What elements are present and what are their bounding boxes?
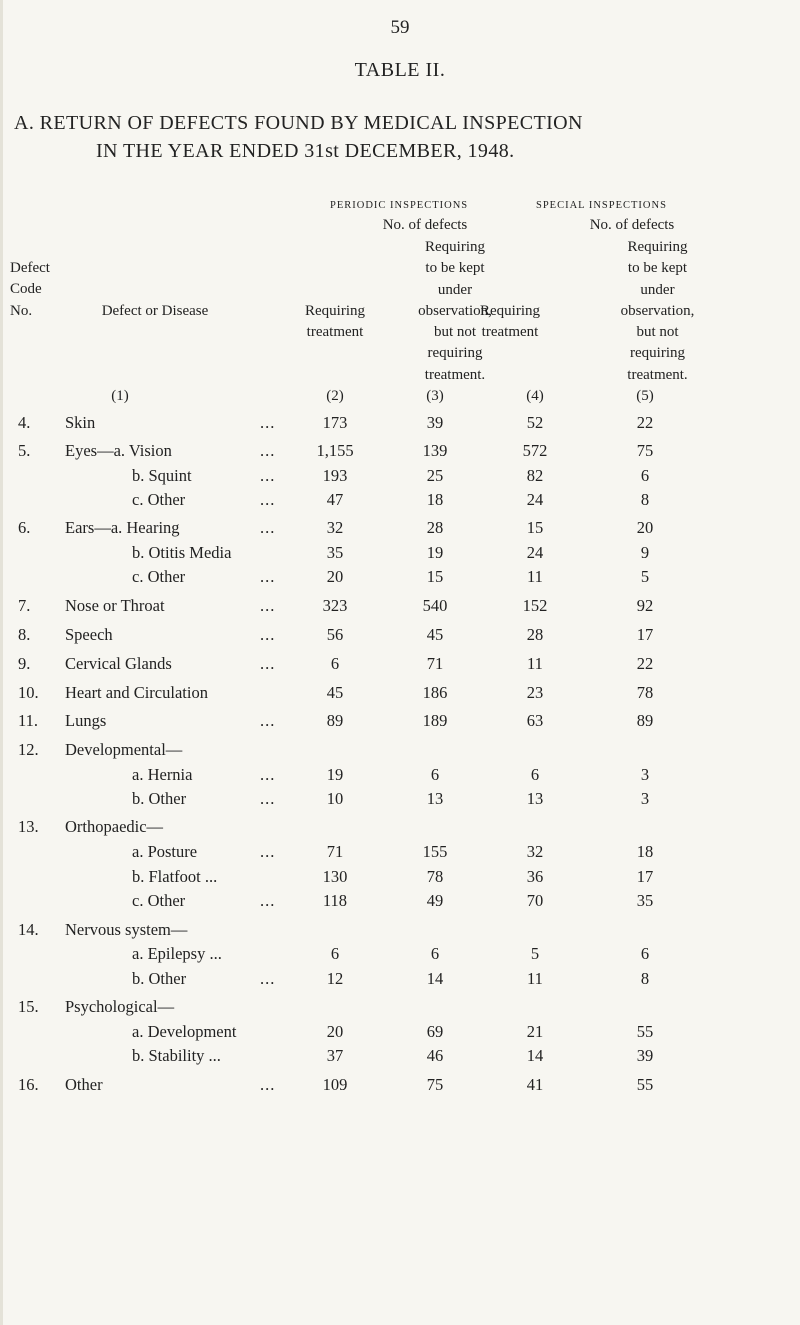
special-treatment-value: 5 <box>530 944 540 963</box>
defect-label: Other <box>65 1075 103 1094</box>
periodic-observation-value: 45 <box>426 625 444 644</box>
special-treatment-value: 11 <box>527 969 543 988</box>
periodic-observation-value: 78 <box>426 867 444 886</box>
defect-label: Orthopaedic— <box>65 817 164 836</box>
periodic-treatment-value: 37 <box>326 1046 344 1065</box>
defect-code: 5. <box>18 441 31 460</box>
defect-label: b. Other <box>132 789 187 808</box>
defect-label: a. Epilepsy ... <box>132 944 222 963</box>
special-observation-value: 8 <box>640 490 650 509</box>
leader-dots: ... <box>260 789 276 808</box>
heading-line-2: IN THE YEAR ENDED 31st DECEMBER, 1948. <box>96 140 515 162</box>
periodic-treatment-value: 56 <box>326 625 344 644</box>
periodic-treatment-value: 193 <box>322 466 348 485</box>
table-row <box>0 518 800 542</box>
defect-code-line: Code <box>10 281 42 298</box>
leader-dots: ... <box>260 441 276 460</box>
leader-dots: ... <box>260 891 276 910</box>
defect-label: b. Other <box>132 969 187 988</box>
special-observation-value: 6 <box>640 466 650 485</box>
defect-label: b. Flatfoot ... <box>132 867 218 886</box>
table-row <box>0 625 800 649</box>
special-treatment-value: 21 <box>526 1022 544 1041</box>
periodic-treatment-value: 12 <box>326 969 344 988</box>
obs-line: requiring <box>427 345 483 362</box>
table-row <box>0 920 800 944</box>
table-row <box>0 765 800 789</box>
leader-dots: ... <box>260 969 276 988</box>
special-treatment-value: 63 <box>526 711 544 730</box>
periodic-treatment-value: 109 <box>322 1075 348 1094</box>
table-row <box>0 789 800 813</box>
defect-label: Eyes—a. Vision <box>65 441 172 460</box>
special-observation-value: 39 <box>636 1046 654 1065</box>
special-observation-value: 75 <box>636 441 654 460</box>
periodic-treatment-value: 1,155 <box>316 441 354 460</box>
periodic-observation-value: 15 <box>426 567 444 586</box>
obs-line: observation, <box>620 302 695 319</box>
special-treatment-value: 32 <box>526 842 544 861</box>
obs-line: under <box>640 281 675 298</box>
requiring-header-periodic: Requiring <box>305 303 365 319</box>
table-title: TABLE II. <box>354 59 446 81</box>
special-treatment-value: 23 <box>526 683 544 702</box>
defect-label: Lungs <box>65 711 107 730</box>
periodic-observation-value: 49 <box>426 891 444 910</box>
special-observation-value: 22 <box>636 413 654 432</box>
table-row <box>0 944 800 968</box>
special-observation-value: 5 <box>640 567 650 586</box>
obs-line: observation, <box>418 302 492 319</box>
periodic-observation-value: 71 <box>426 654 444 673</box>
special-observation-value: 55 <box>636 1022 654 1041</box>
periodic-observation-value: 6 <box>430 765 440 784</box>
leader-dots: ... <box>260 765 276 784</box>
obs-line: treatment. <box>424 366 486 383</box>
special-observation-value: 9 <box>640 543 650 562</box>
special-treatment-value: 82 <box>526 466 544 485</box>
periodic-observation-value: 46 <box>426 1046 444 1065</box>
periodic-treatment-value: 47 <box>326 490 344 509</box>
defect-label: b. Otitis Media <box>132 543 232 562</box>
periodic-treatment-value: 130 <box>322 867 348 886</box>
special-treatment-value: 6 <box>530 765 540 784</box>
obs-line: to be kept <box>425 260 485 277</box>
table-row <box>0 842 800 866</box>
table-row <box>0 891 800 915</box>
leader-dots: ... <box>260 413 276 432</box>
table-row <box>0 997 800 1021</box>
leader-dots: ... <box>260 518 276 537</box>
table-row <box>0 969 800 993</box>
periodic-treatment-value: 20 <box>326 1022 344 1041</box>
periodic-treatment-value: 10 <box>326 789 344 808</box>
leader-dots: ... <box>260 1075 276 1094</box>
periodic-treatment-value: 45 <box>326 683 344 702</box>
defect-code: 15. <box>18 997 39 1016</box>
defect-code: 10. <box>18 683 39 702</box>
defect-label: b. Stability ... <box>132 1046 221 1065</box>
requiring-header-special: Requiring <box>480 303 540 319</box>
defect-code: 14. <box>18 920 39 939</box>
special-observation-value: 20 <box>636 518 654 537</box>
defect-label: Developmental— <box>65 740 183 759</box>
special-observation-value: 8 <box>640 969 650 988</box>
special-treatment-value: 15 <box>526 518 544 537</box>
table-row <box>0 867 800 891</box>
special-treatment-value: 28 <box>526 625 544 644</box>
defect-label: Heart and Circulation <box>65 683 208 702</box>
special-treatment-value: 572 <box>522 441 548 460</box>
periodic-observation-value: 19 <box>426 543 444 562</box>
defect-label: c. Other <box>132 891 186 910</box>
defect-code-line: No. <box>10 302 33 319</box>
special-treatment-value: 11 <box>527 654 543 673</box>
obs-line: but not <box>433 324 477 341</box>
table-row <box>0 683 800 707</box>
periodic-observation-value: 39 <box>426 413 444 432</box>
special-observation-value: 35 <box>636 891 654 910</box>
periodic-treatment-value: 19 <box>326 765 344 784</box>
defect-code: 16. <box>18 1075 39 1094</box>
table-row <box>0 740 800 764</box>
special-observation-value: 3 <box>640 765 650 784</box>
leader-dots: ... <box>260 490 276 509</box>
periodic-treatment-value: 32 <box>326 518 344 537</box>
periodic-observation-value: 25 <box>426 466 444 485</box>
special-treatment-value: 41 <box>526 1075 544 1094</box>
special-observation-value: 18 <box>636 842 654 861</box>
special-observation-value: 92 <box>636 596 654 615</box>
special-treatment-value: 11 <box>527 567 543 586</box>
col-number-2: (2) <box>326 388 344 404</box>
obs-line: requiring <box>630 345 685 362</box>
table-row <box>0 466 800 490</box>
defect-code: 7. <box>18 596 31 615</box>
periodic-observation-value: 139 <box>422 441 448 460</box>
periodic-observation-value: 6 <box>430 944 440 963</box>
observation-header-special <box>585 237 730 386</box>
table-row <box>0 441 800 465</box>
defect-label: Nose or Throat <box>65 596 165 615</box>
leader-dots: ... <box>260 654 276 673</box>
defect-or-disease-header: Defect or Disease <box>101 303 209 319</box>
special-treatment-value: 70 <box>526 891 544 910</box>
periodic-observation-value: 14 <box>426 969 444 988</box>
obs-line: to be kept <box>627 260 688 277</box>
defect-label: a. Development <box>132 1022 237 1041</box>
special-observation-value: 55 <box>636 1075 654 1094</box>
col-number-4: (4) <box>526 388 544 404</box>
defect-label: a. Hernia <box>132 765 193 784</box>
defect-label: Nervous system— <box>65 920 188 939</box>
periodic-treatment-value: 323 <box>322 596 348 615</box>
leader-dots: ... <box>260 842 276 861</box>
leader-dots: ... <box>260 466 276 485</box>
special-treatment-value: 52 <box>526 413 544 432</box>
periodic-observation-value: 69 <box>426 1022 444 1041</box>
special-observation-value: 89 <box>636 711 654 730</box>
obs-line: but not <box>636 324 679 341</box>
table-row <box>0 1075 800 1099</box>
periodic-observation-value: 540 <box>422 596 448 615</box>
special-observation-value: 6 <box>640 944 650 963</box>
special-treatment-value: 24 <box>526 543 544 562</box>
periodic-observation-value: 155 <box>422 842 448 861</box>
col-number-1: (1) <box>111 388 129 404</box>
periodic-observation-value: 13 <box>426 789 444 808</box>
special-inspections-heading: SPECIAL INSPECTIONS <box>536 200 667 211</box>
periodic-inspections-heading: PERIODIC INSPECTIONS <box>330 200 469 211</box>
page-number: 59 <box>390 17 410 38</box>
obs-line: treatment. <box>627 366 688 383</box>
special-treatment-value: 152 <box>522 596 548 615</box>
periodic-treatment-value: 173 <box>322 413 348 432</box>
obs-line: Requiring <box>627 239 688 255</box>
defect-label: a. Posture <box>132 842 198 861</box>
periodic-treatment-value: 6 <box>330 944 340 963</box>
table-row <box>0 543 800 567</box>
defect-code-line: Defect <box>10 260 50 276</box>
special-treatment-value: 14 <box>526 1046 544 1065</box>
defect-code: 13. <box>18 817 39 836</box>
periodic-observation-value: 18 <box>426 490 444 509</box>
periodic-treatment-value: 6 <box>330 654 340 673</box>
defect-label: Speech <box>65 625 113 644</box>
no-of-defects-periodic: No. of defects <box>382 217 468 233</box>
obs-line: under <box>437 281 473 298</box>
treatment-header-periodic: treatment <box>306 324 364 340</box>
periodic-observation-value: 75 <box>426 1075 444 1094</box>
periodic-observation-value: 28 <box>426 518 444 537</box>
table-row <box>0 567 800 591</box>
table-row <box>0 711 800 735</box>
special-treatment-value: 36 <box>526 867 544 886</box>
table-row <box>0 490 800 514</box>
table-row <box>0 817 800 841</box>
special-treatment-value: 13 <box>526 789 544 808</box>
leader-dots: ... <box>260 596 276 615</box>
defect-code-header <box>10 258 70 322</box>
table-row <box>0 596 800 620</box>
defect-label: Cervical Glands <box>65 654 172 673</box>
periodic-treatment-value: 118 <box>322 891 348 910</box>
periodic-treatment-value: 71 <box>326 842 344 861</box>
special-observation-value: 22 <box>636 654 654 673</box>
col-number-5: (5) <box>636 388 654 404</box>
periodic-observation-value: 186 <box>422 683 448 702</box>
defect-label: Ears—a. Hearing <box>65 518 180 537</box>
defect-code: 11. <box>18 711 39 730</box>
special-treatment-value: 24 <box>526 490 544 509</box>
table-row <box>0 413 800 437</box>
table-row <box>0 1022 800 1046</box>
special-observation-value: 3 <box>640 789 650 808</box>
defect-code: 4. <box>18 413 31 432</box>
no-of-defects-special: No. of defects <box>589 217 675 233</box>
defect-label: b. Squint <box>132 466 192 485</box>
periodic-observation-value: 189 <box>422 711 448 730</box>
defect-label: c. Other <box>132 490 186 509</box>
defect-code: 9. <box>18 654 31 673</box>
col-number-3: (3) <box>426 388 444 404</box>
defect-label: Skin <box>65 413 96 432</box>
leader-dots: ... <box>260 711 276 730</box>
defect-code: 12. <box>18 740 39 759</box>
special-observation-value: 17 <box>636 867 654 886</box>
special-observation-value: 78 <box>636 683 654 702</box>
leader-dots: ... <box>260 625 276 644</box>
periodic-treatment-value: 89 <box>326 711 344 730</box>
leader-dots: ... <box>260 567 276 586</box>
defect-code: 8. <box>18 625 31 644</box>
table-row <box>0 1046 800 1070</box>
periodic-treatment-value: 35 <box>326 543 344 562</box>
periodic-treatment-value: 20 <box>326 567 344 586</box>
special-observation-value: 17 <box>636 625 654 644</box>
table-row <box>0 654 800 678</box>
heading-line-1: A. RETURN OF DEFECTS FOUND BY MEDICAL INSPECTION <box>14 112 583 134</box>
obs-line: Requiring <box>425 239 485 255</box>
treatment-header-special: treatment <box>481 324 539 340</box>
defect-label: Psychological— <box>65 997 175 1016</box>
defect-code: 6. <box>18 518 31 537</box>
defect-label: c. Other <box>132 567 186 586</box>
